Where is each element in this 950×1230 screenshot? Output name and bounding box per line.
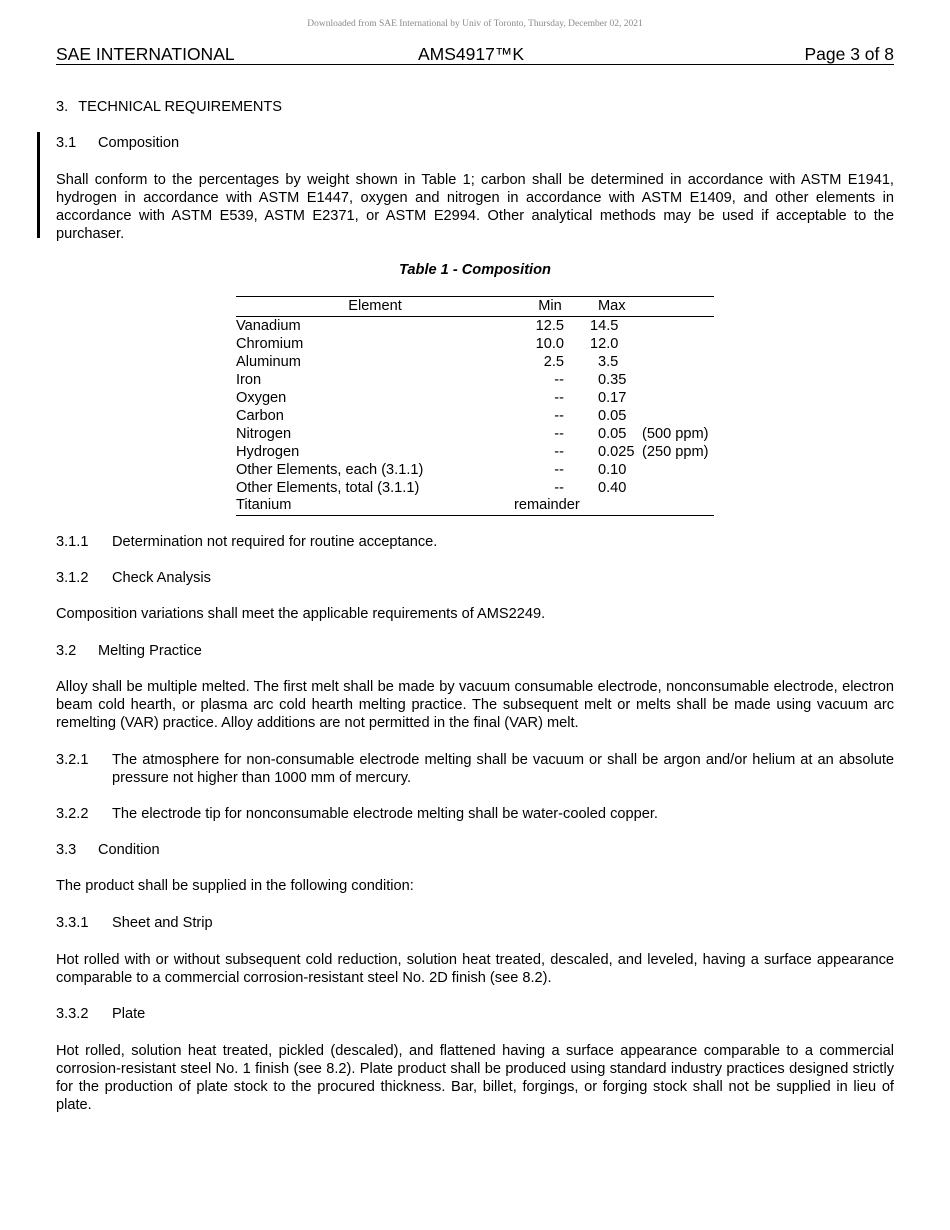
- section-3-1-2-heading: [56, 569, 211, 587]
- section-title: Check Analysis: [112, 570, 211, 586]
- table-row: [236, 371, 714, 389]
- revision-change-bar: [37, 132, 40, 238]
- cell-element: Hydrogen: [236, 444, 300, 460]
- section-number: 3.2.1: [56, 752, 89, 768]
- cell-min: --: [554, 480, 564, 496]
- cell-element: Nitrogen: [236, 426, 292, 442]
- section-number: 3.3: [56, 842, 77, 858]
- section-3-1-heading: [56, 134, 179, 152]
- section-3-1-1: [56, 533, 894, 551]
- cell-min: --: [554, 444, 564, 460]
- page-header: [56, 44, 894, 65]
- section-title: Sheet and Strip: [112, 915, 213, 931]
- section-title: Condition: [98, 842, 160, 858]
- table-row: [236, 407, 714, 425]
- section-title: Composition: [98, 135, 180, 151]
- cell-max: 12.0: [590, 336, 619, 352]
- section-number: 3.1.1: [56, 534, 89, 550]
- publisher-name: SAE INTERNATIONAL: [56, 44, 235, 64]
- table-caption: Table 1 - Composition: [399, 262, 551, 278]
- cell-min: remainder: [514, 497, 580, 513]
- cell-max: 0.40: [598, 480, 627, 496]
- cell-min: --: [554, 372, 564, 388]
- table-row: [236, 353, 714, 371]
- cell-max: 0.17: [598, 390, 627, 406]
- section-title: Melting Practice: [98, 643, 202, 659]
- section-number: 3.1.2: [56, 570, 89, 586]
- plate-paragraph: Hot rolled, solution heat treated, pickled (descaled), and flattened having a surface appearance comparable to a commercial corrosion-resistant steel No. 1 finish (see 8.2). Plate product shall be produced using standard industry practices designed strictly for the production of plate stock to the procured thickness. Bar, billet, forgings, or forging stock shall not be supplied in lieu of plate.: [56, 1043, 894, 1113]
- cell-element: Chromium: [236, 336, 304, 352]
- table-row: [236, 317, 714, 335]
- table-header-row: [236, 297, 714, 317]
- section-3-2-1: [56, 751, 894, 787]
- section-title: Plate: [112, 1006, 146, 1022]
- cell-min: 10.0: [535, 336, 564, 352]
- sheet-strip-paragraph: Hot rolled with or without subsequent cold reduction, solution heat treated, descaled, and leveled, having a surface appearance comparable to a commercial corrosion-resistant steel No. 2D finish (see 8.2).: [56, 952, 894, 986]
- composition-table: [236, 296, 714, 516]
- section-3-2-heading: [56, 642, 202, 660]
- cell-max: 3.5: [598, 354, 619, 370]
- table-row: [236, 461, 714, 479]
- cell-element: Other Elements, total (3.1.1): [236, 480, 420, 496]
- section-3-3-heading: [56, 841, 160, 859]
- cell-max: 0.05: [598, 426, 627, 442]
- table-row: [236, 389, 714, 407]
- section-3-3-1-heading: [56, 914, 213, 932]
- section-3-3-2-heading: [56, 1005, 145, 1023]
- document-number: AMS4917™K: [418, 44, 525, 64]
- condition-paragraph: The product shall be supplied in the following condition:: [56, 878, 414, 894]
- section-number: 3.3.1: [56, 915, 89, 931]
- table-row: [236, 425, 714, 443]
- cell-min: 12.5: [535, 318, 564, 334]
- cell-max: 0.05: [598, 408, 627, 424]
- table-row: [236, 496, 714, 514]
- section-text: The atmosphere for non-consumable electrode melting shall be vacuum or shall be argon and/or helium at an absolute pressure not higher than 1000 mm of mercury.: [112, 752, 894, 786]
- cell-element: Oxygen: [236, 390, 287, 406]
- section-number: 3.2.2: [56, 806, 89, 822]
- cell-max: 14.5: [590, 318, 619, 334]
- header-min: Min: [538, 298, 562, 314]
- cell-element: Iron: [236, 372, 262, 388]
- cell-element: Titanium: [236, 497, 292, 513]
- cell-min: --: [554, 390, 564, 406]
- section-3-heading: [56, 98, 282, 116]
- cell-min: --: [554, 426, 564, 442]
- section-number: 3.2: [56, 643, 77, 659]
- section-text: Determination not required for routine acceptance.: [112, 534, 438, 550]
- section-title: TECHNICAL REQUIREMENTS: [78, 99, 283, 115]
- table-row: [236, 335, 714, 353]
- cell-max: 0.35: [598, 372, 627, 388]
- table-row: [236, 479, 714, 497]
- download-watermark: Downloaded from SAE International by Univ of Toronto, Thursday, December 02, 2021: [307, 19, 643, 29]
- cell-element: Aluminum: [236, 354, 301, 370]
- page-number: Page 3 of 8: [804, 44, 894, 64]
- cell-element: Carbon: [236, 408, 284, 424]
- table-row: [236, 443, 714, 461]
- cell-element: Vanadium: [236, 318, 301, 334]
- section-number: 3.3.2: [56, 1006, 89, 1022]
- melting-practice-paragraph: Alloy shall be multiple melted. The first melt shall be made by vacuum consumable electrode, nonconsumable electrode, electron beam cold hearth, or plasma arc cold hearth melting practice. The subsequent melt or melts shall be made using vacuum arc remelting (VAR) practice. Alloy additions are not permitted in the final (VAR) melt.: [56, 679, 894, 731]
- cell-note: (250 ppm): [642, 444, 709, 460]
- check-analysis-paragraph: Composition variations shall meet the applicable requirements of AMS2249.: [56, 606, 546, 622]
- section-number: 3.: [56, 99, 69, 115]
- cell-max: 0.10: [598, 462, 627, 478]
- cell-element: Other Elements, each (3.1.1): [236, 462, 424, 478]
- section-number: 3.1: [56, 135, 77, 151]
- section-text: The electrode tip for nonconsumable electrode melting shall be water-cooled copper.: [112, 806, 658, 822]
- cell-note: (500 ppm): [642, 426, 709, 442]
- composition-paragraph: Shall conform to the percentages by weight shown in Table 1; carbon shall be determined in accordance with ASTM E1941, hydrogen in accordance with ASTM E1447, oxygen and nitrogen in accordance with ASTM E1409, and other elements in accordance with ASTM E539, ASTM E2371, or ASTM E2994. Other analytical methods may be used if acceptable to the purchaser.: [56, 172, 894, 242]
- cell-min: 2.5: [543, 354, 564, 370]
- cell-min: --: [554, 462, 564, 478]
- header-max: Max: [598, 298, 626, 314]
- cell-min: --: [554, 408, 564, 424]
- section-3-2-2: [56, 805, 894, 823]
- header-element: Element: [348, 298, 402, 314]
- cell-max: 0.025: [598, 444, 635, 460]
